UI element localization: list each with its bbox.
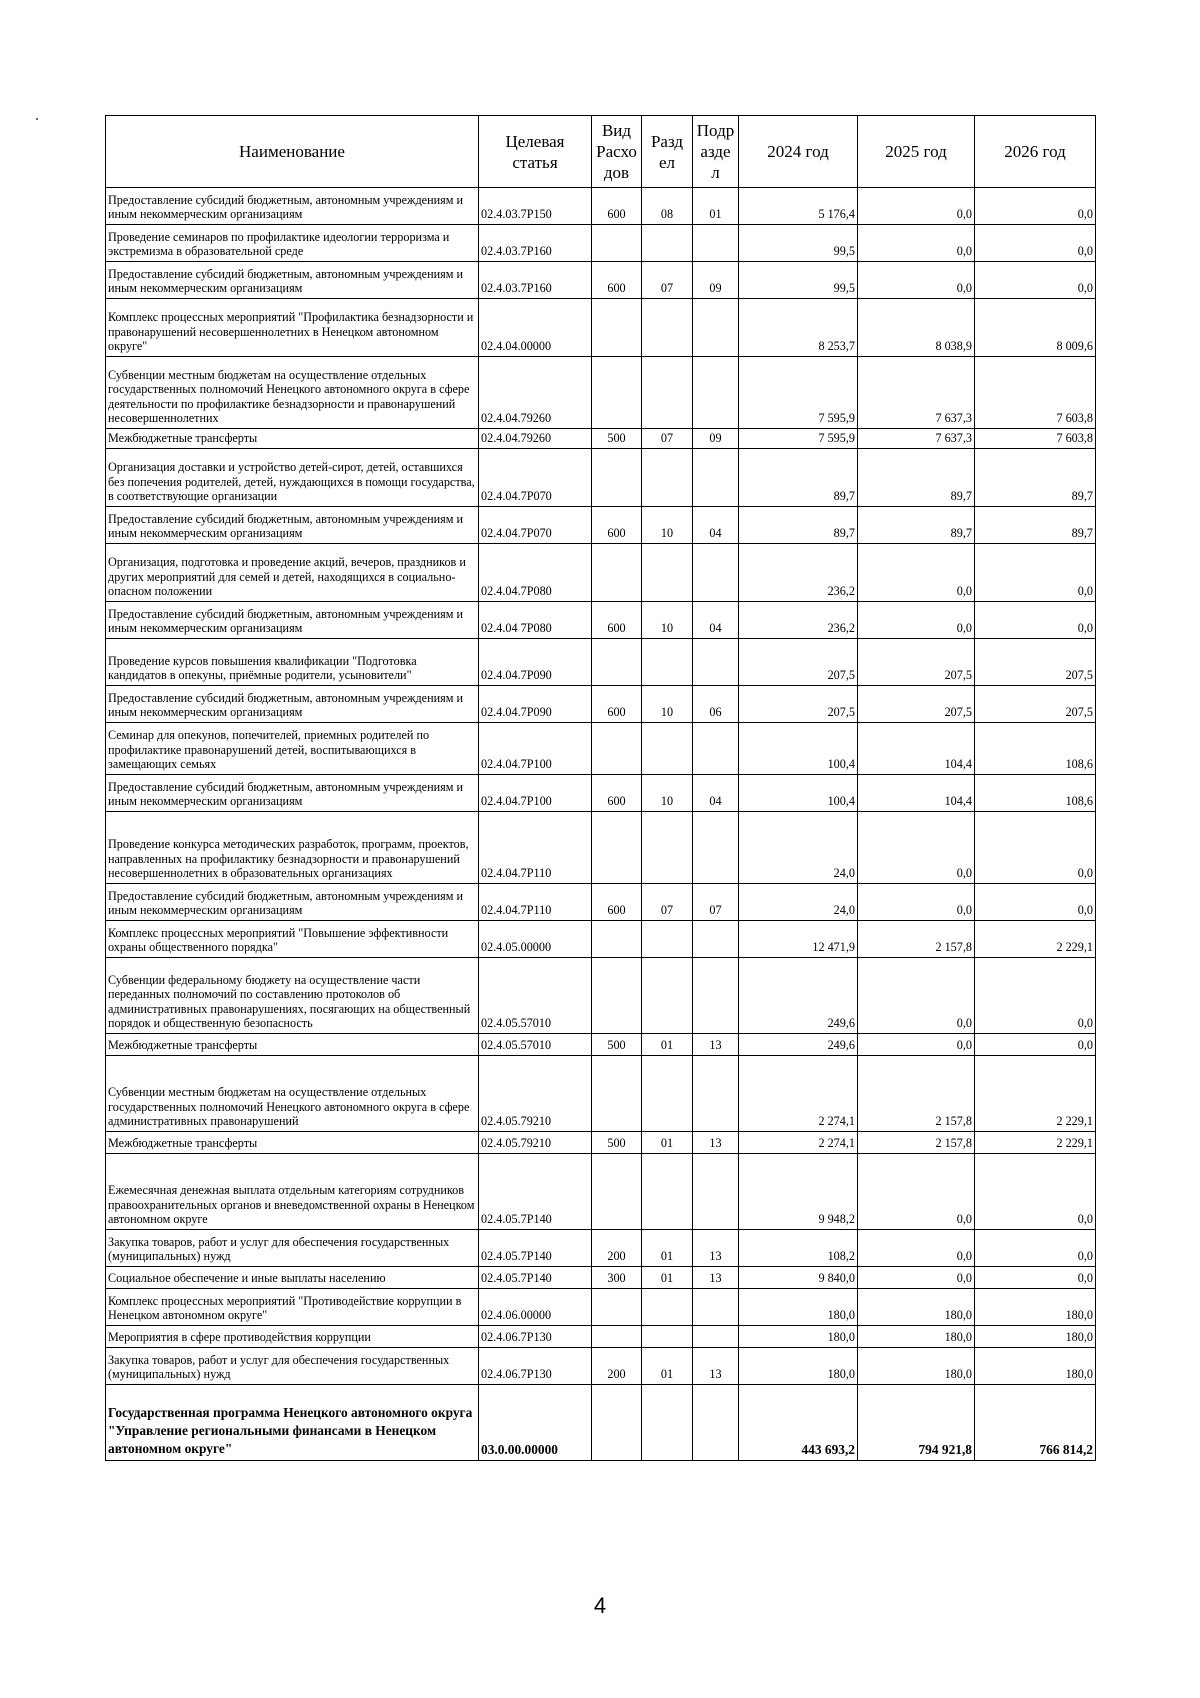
row-amount-2026: 180,0: [975, 1348, 1096, 1385]
row-subsection: [693, 544, 739, 602]
row-target-article: 02.4.05.57010: [479, 958, 592, 1034]
row-expense-type: [592, 449, 642, 507]
row-amount-2024: 207,5: [739, 686, 858, 723]
row-name: Государственная программа Ненецкого автономного округа "Управление региональными финансами в Ненецком автономном округе": [106, 1385, 479, 1461]
row-subsection: [693, 921, 739, 958]
row-amount-2025: 0,0: [858, 1230, 975, 1267]
row-amount-2025: 89,7: [858, 507, 975, 544]
row-amount-2024: 100,4: [739, 775, 858, 812]
row-section: 10: [642, 602, 693, 639]
row-subsection: [693, 357, 739, 429]
row-expense-type: 600: [592, 507, 642, 544]
row-section: [642, 1056, 693, 1132]
row-section: 10: [642, 507, 693, 544]
row-name: Организация, подготовка и проведение акций, вечеров, праздников и других мероприятий для семей и детей, находящихся в социально-опасном положении: [106, 544, 479, 602]
header-year-2026: 2026 год: [975, 116, 1096, 188]
row-amount-2024: 12 471,9: [739, 921, 858, 958]
table-row: [106, 958, 1096, 1034]
row-amount-2026: 180,0: [975, 1289, 1096, 1326]
row-amount-2025: 2 157,8: [858, 921, 975, 958]
row-section: 07: [642, 262, 693, 299]
row-amount-2026: 0,0: [975, 262, 1096, 299]
row-section: [642, 958, 693, 1034]
row-name: Предоставление субсидий бюджетным, автономным учреждениям и иным некоммерческим организациям: [106, 507, 479, 544]
row-section: [642, 357, 693, 429]
table-row: [106, 1326, 1096, 1348]
row-name: Предоставление субсидий бюджетным, автономным учреждениям и иным некоммерческим организациям: [106, 775, 479, 812]
row-target-article: 03.0.00.00000: [479, 1385, 592, 1461]
table-row: [106, 1385, 1096, 1461]
row-expense-type: 300: [592, 1267, 642, 1289]
row-amount-2024: 2 274,1: [739, 1056, 858, 1132]
row-amount-2024: 89,7: [739, 507, 858, 544]
row-amount-2024: 207,5: [739, 639, 858, 686]
row-subsection: 13: [693, 1132, 739, 1154]
row-amount-2026: 0,0: [975, 1154, 1096, 1230]
row-expense-type: [592, 1385, 642, 1461]
row-amount-2024: 100,4: [739, 723, 858, 775]
row-amount-2025: 794 921,8: [858, 1385, 975, 1461]
row-target-article: 02.4.04.7Р110: [479, 884, 592, 921]
table-row: [106, 1267, 1096, 1289]
row-subsection: [693, 299, 739, 357]
table-row: [106, 1230, 1096, 1267]
row-section: 01: [642, 1267, 693, 1289]
row-amount-2025: 207,5: [858, 686, 975, 723]
row-section: [642, 1326, 693, 1348]
row-amount-2026: 0,0: [975, 884, 1096, 921]
row-subsection: [693, 1154, 739, 1230]
row-target-article: 02.4.04.7Р100: [479, 775, 592, 812]
row-subsection: [693, 639, 739, 686]
row-amount-2025: 0,0: [858, 225, 975, 262]
row-amount-2026: 2 229,1: [975, 921, 1096, 958]
row-subsection: 13: [693, 1267, 739, 1289]
row-name: Межбюджетные трансферты: [106, 429, 479, 449]
row-name: Семинар для опекунов, попечителей, приемных родителей по профилактике правонарушений детей, воспитывающихся в замещающих семьях: [106, 723, 479, 775]
row-expense-type: 600: [592, 884, 642, 921]
row-subsection: 13: [693, 1230, 739, 1267]
row-subsection: 09: [693, 262, 739, 299]
row-target-article: 02.4.05.7Р140: [479, 1154, 592, 1230]
row-target-article: 02.4.06.7Р130: [479, 1326, 592, 1348]
header-year-2025: 2025 год: [858, 116, 975, 188]
row-target-article: 02.4.05.00000: [479, 921, 592, 958]
row-expense-type: [592, 225, 642, 262]
row-amount-2025: 0,0: [858, 1034, 975, 1056]
row-section: [642, 812, 693, 884]
row-expense-type: 600: [592, 602, 642, 639]
row-subsection: 09: [693, 429, 739, 449]
row-name: Предоставление субсидий бюджетным, автономным учреждениям и иным некоммерческим организациям: [106, 686, 479, 723]
row-amount-2026: 180,0: [975, 1326, 1096, 1348]
row-section: 10: [642, 686, 693, 723]
table-row: [106, 686, 1096, 723]
row-amount-2026: 0,0: [975, 188, 1096, 225]
row-section: 01: [642, 1230, 693, 1267]
row-subsection: [693, 1326, 739, 1348]
row-subsection: [693, 1385, 739, 1461]
row-amount-2025: 8 038,9: [858, 299, 975, 357]
table-row: [106, 1289, 1096, 1326]
row-section: [642, 299, 693, 357]
table-row: [106, 507, 1096, 544]
row-target-article: 02.4.05.79210: [479, 1132, 592, 1154]
header-section: Разд ел: [642, 116, 693, 188]
table-row: [106, 1056, 1096, 1132]
row-amount-2026: 207,5: [975, 686, 1096, 723]
row-subsection: 06: [693, 686, 739, 723]
row-name: Предоставление субсидий бюджетным, автономным учреждениям и иным некоммерческим организациям: [106, 188, 479, 225]
row-name: Проведение конкурса методических разработок, программ, проектов, направленных на профилактику безнадзорности и правонарушений несовершеннолетних в образовательных организациях: [106, 812, 479, 884]
row-name: Закупка товаров, работ и услуг для обеспечения государственных (муниципальных) нужд: [106, 1348, 479, 1385]
row-name: Закупка товаров, работ и услуг для обеспечения государственных (муниципальных) нужд: [106, 1230, 479, 1267]
row-expense-type: 600: [592, 686, 642, 723]
row-amount-2026: 108,6: [975, 723, 1096, 775]
row-subsection: [693, 723, 739, 775]
row-target-article: 02.4.04.00000: [479, 299, 592, 357]
table-row: [106, 602, 1096, 639]
row-amount-2024: 24,0: [739, 884, 858, 921]
row-amount-2024: 443 693,2: [739, 1385, 858, 1461]
row-amount-2026: 7 603,8: [975, 429, 1096, 449]
row-name: Субвенции федеральному бюджету на осуществление части переданных полномочий по составлению протоколов об административных правонарушениях, посягающих на общественный порядок и общественную безопасность: [106, 958, 479, 1034]
table-row: [106, 188, 1096, 225]
table-header-row: [106, 116, 1096, 188]
row-name: Предоставление субсидий бюджетным, автономным учреждениям и иным некоммерческим организациям: [106, 884, 479, 921]
row-amount-2025: 7 637,3: [858, 429, 975, 449]
row-subsection: [693, 1056, 739, 1132]
row-amount-2025: 207,5: [858, 639, 975, 686]
scan-speck: [36, 118, 38, 120]
row-expense-type: 500: [592, 429, 642, 449]
row-section: [642, 1289, 693, 1326]
row-expense-type: 500: [592, 1132, 642, 1154]
table-row: [106, 775, 1096, 812]
row-section: 07: [642, 429, 693, 449]
row-expense-type: [592, 544, 642, 602]
row-amount-2026: 0,0: [975, 544, 1096, 602]
row-expense-type: [592, 812, 642, 884]
row-expense-type: [592, 1056, 642, 1132]
header-subsection: Подр азде л: [693, 116, 739, 188]
row-section: [642, 1385, 693, 1461]
row-amount-2024: 180,0: [739, 1348, 858, 1385]
row-amount-2026: 0,0: [975, 812, 1096, 884]
row-name: Субвенции местным бюджетам на осуществление отдельных государственных полномочий Ненецкого автономного округа в сфере административных правонарушений: [106, 1056, 479, 1132]
row-expense-type: [592, 639, 642, 686]
row-amount-2025: 7 637,3: [858, 357, 975, 429]
row-section: [642, 544, 693, 602]
row-amount-2026: 0,0: [975, 958, 1096, 1034]
table-row: [106, 225, 1096, 262]
row-subsection: [693, 958, 739, 1034]
row-target-article: 02.4.03.7Р160: [479, 262, 592, 299]
row-target-article: 02.4.05.7Р140: [479, 1267, 592, 1289]
row-amount-2026: 2 229,1: [975, 1132, 1096, 1154]
row-target-article: 02.4.04.79260: [479, 357, 592, 429]
row-amount-2024: 180,0: [739, 1289, 858, 1326]
row-name: Организация доставки и устройство детей-сирот, детей, оставшихся без попечения родителей, детей, нуждающихся в помощи государства, в соответствующие организации: [106, 449, 479, 507]
row-amount-2024: 7 595,9: [739, 357, 858, 429]
row-section: 01: [642, 1132, 693, 1154]
row-amount-2025: 2 157,8: [858, 1056, 975, 1132]
row-target-article: 02.4.03.7Р160: [479, 225, 592, 262]
row-target-article: 02.4.04.7Р090: [479, 686, 592, 723]
row-target-article: 02.4.04.7Р070: [479, 507, 592, 544]
table-row: [106, 723, 1096, 775]
table-row: [106, 1034, 1096, 1056]
row-target-article: 02.4.04.7Р100: [479, 723, 592, 775]
row-name: Предоставление субсидий бюджетным, автономным учреждениям и иным некоммерческим организациям: [106, 602, 479, 639]
row-amount-2025: 104,4: [858, 775, 975, 812]
row-expense-type: [592, 1326, 642, 1348]
row-name: Комплекс процессных мероприятий "Профилактика безнадзорности и правонарушений несовершеннолетних в Ненецком автономном округе": [106, 299, 479, 357]
row-target-article: 02.4.05.57010: [479, 1034, 592, 1056]
table-row: [106, 639, 1096, 686]
row-amount-2026: 0,0: [975, 1034, 1096, 1056]
row-name: Предоставление субсидий бюджетным, автономным учреждениям и иным некоммерческим организациям: [106, 262, 479, 299]
row-amount-2024: 9 948,2: [739, 1154, 858, 1230]
row-expense-type: [592, 723, 642, 775]
table-row: [106, 1348, 1096, 1385]
row-amount-2025: 180,0: [858, 1348, 975, 1385]
row-subsection: [693, 225, 739, 262]
row-subsection: 04: [693, 602, 739, 639]
row-amount-2026: 2 229,1: [975, 1056, 1096, 1132]
row-amount-2025: 0,0: [858, 884, 975, 921]
row-amount-2025: 0,0: [858, 812, 975, 884]
row-subsection: 07: [693, 884, 739, 921]
header-year-2024: 2024 год: [739, 116, 858, 188]
row-target-article: 02.4.04.79260: [479, 429, 592, 449]
row-target-article: 02.4.04.7Р080: [479, 544, 592, 602]
row-expense-type: 200: [592, 1230, 642, 1267]
table-row: [106, 1154, 1096, 1230]
row-name: Проведение семинаров по профилактике идеологии терроризма и экстремизма в образовательной среде: [106, 225, 479, 262]
table-row: [106, 921, 1096, 958]
row-target-article: 02.4.06.7Р130: [479, 1348, 592, 1385]
row-amount-2026: 7 603,8: [975, 357, 1096, 429]
row-amount-2025: 0,0: [858, 1154, 975, 1230]
row-expense-type: [592, 1154, 642, 1230]
row-name: Межбюджетные трансферты: [106, 1132, 479, 1154]
row-amount-2026: 0,0: [975, 225, 1096, 262]
row-target-article: 02.4.05.7Р140: [479, 1230, 592, 1267]
row-name: Комплекс процессных мероприятий "Повышение эффективности охраны общественного порядка": [106, 921, 479, 958]
row-expense-type: [592, 299, 642, 357]
row-amount-2024: 99,5: [739, 262, 858, 299]
row-subsection: 04: [693, 507, 739, 544]
row-amount-2026: 0,0: [975, 602, 1096, 639]
row-target-article: 02.4.05.79210: [479, 1056, 592, 1132]
row-name: Межбюджетные трансферты: [106, 1034, 479, 1056]
row-expense-type: 600: [592, 262, 642, 299]
row-target-article: 02.4.04.7Р070: [479, 449, 592, 507]
row-amount-2025: 0,0: [858, 544, 975, 602]
header-name: Наименование: [106, 116, 479, 188]
row-section: 08: [642, 188, 693, 225]
row-expense-type: 600: [592, 775, 642, 812]
row-section: [642, 1154, 693, 1230]
row-expense-type: [592, 921, 642, 958]
table-row: [106, 357, 1096, 429]
row-name: Проведение курсов повышения квалификации "Подготовка кандидатов в опекуны, приёмные родители, усыновители": [106, 639, 479, 686]
row-section: 01: [642, 1348, 693, 1385]
row-section: [642, 225, 693, 262]
row-name: Ежемесячная денежная выплата отдельным категориям сотрудников правоохранительных органов и вневедомственной охраны в Ненецком автономном округе: [106, 1154, 479, 1230]
page-number: 4: [593, 1593, 607, 1618]
row-amount-2025: 180,0: [858, 1326, 975, 1348]
header-expense-type: Вид Расхо дов: [592, 116, 642, 188]
row-amount-2024: 8 253,7: [739, 299, 858, 357]
row-amount-2025: 2 157,8: [858, 1132, 975, 1154]
row-amount-2024: 180,0: [739, 1326, 858, 1348]
row-expense-type: 500: [592, 1034, 642, 1056]
row-amount-2026: 0,0: [975, 1267, 1096, 1289]
row-amount-2025: 104,4: [858, 723, 975, 775]
row-amount-2026: 207,5: [975, 639, 1096, 686]
row-subsection: 13: [693, 1034, 739, 1056]
row-section: [642, 639, 693, 686]
row-amount-2025: 0,0: [858, 958, 975, 1034]
row-name: Мероприятия в сфере противодействия коррупции: [106, 1326, 479, 1348]
table-row: [106, 449, 1096, 507]
table-row: [106, 262, 1096, 299]
row-subsection: [693, 812, 739, 884]
row-section: [642, 449, 693, 507]
table-row: [106, 544, 1096, 602]
row-target-article: 02.4.03.7Р150: [479, 188, 592, 225]
row-amount-2024: 236,2: [739, 602, 858, 639]
row-expense-type: [592, 357, 642, 429]
row-amount-2026: 8 009,6: [975, 299, 1096, 357]
table-row: [106, 1132, 1096, 1154]
budget-table: [105, 115, 1096, 1461]
row-amount-2025: 0,0: [858, 188, 975, 225]
row-expense-type: 200: [592, 1348, 642, 1385]
row-expense-type: 600: [592, 188, 642, 225]
row-subsection: [693, 449, 739, 507]
row-amount-2024: 89,7: [739, 449, 858, 507]
row-section: 01: [642, 1034, 693, 1056]
table-body: [106, 188, 1096, 1461]
row-amount-2026: 89,7: [975, 507, 1096, 544]
row-name: Субвенции местным бюджетам на осуществление отдельных государственных полномочий Ненецкого автономного округа в сфере деятельности по профилактике безнадзорности и правонарушений несовершеннолетних: [106, 357, 479, 429]
row-section: 07: [642, 884, 693, 921]
row-amount-2026: 766 814,2: [975, 1385, 1096, 1461]
row-amount-2024: 236,2: [739, 544, 858, 602]
row-amount-2025: 0,0: [858, 602, 975, 639]
row-amount-2026: 108,6: [975, 775, 1096, 812]
row-amount-2024: 7 595,9: [739, 429, 858, 449]
row-amount-2025: 180,0: [858, 1289, 975, 1326]
row-section: 10: [642, 775, 693, 812]
row-amount-2026: 0,0: [975, 1230, 1096, 1267]
row-amount-2024: 9 840,0: [739, 1267, 858, 1289]
table-row: [106, 812, 1096, 884]
row-name: Комплекс процессных мероприятий "Противодействие коррупции в Ненецком автономном округе": [106, 1289, 479, 1326]
row-section: [642, 921, 693, 958]
row-amount-2025: 89,7: [858, 449, 975, 507]
row-amount-2025: 0,0: [858, 262, 975, 299]
row-amount-2025: 0,0: [858, 1267, 975, 1289]
row-subsection: 01: [693, 188, 739, 225]
row-amount-2024: 5 176,4: [739, 188, 858, 225]
row-amount-2024: 24,0: [739, 812, 858, 884]
table-row: [106, 429, 1096, 449]
row-target-article: 02.4.04.7Р110: [479, 812, 592, 884]
header-target-article: Целевая статья: [479, 116, 592, 188]
row-section: [642, 723, 693, 775]
row-subsection: 13: [693, 1348, 739, 1385]
row-subsection: 04: [693, 775, 739, 812]
row-target-article: 02.4.04 7Р080: [479, 602, 592, 639]
row-name: Социальное обеспечение и иные выплаты населению: [106, 1267, 479, 1289]
row-expense-type: [592, 1289, 642, 1326]
row-amount-2024: 108,2: [739, 1230, 858, 1267]
table-row: [106, 884, 1096, 921]
row-amount-2024: 249,6: [739, 1034, 858, 1056]
row-target-article: 02.4.06.00000: [479, 1289, 592, 1326]
table-row: [106, 299, 1096, 357]
row-amount-2024: 249,6: [739, 958, 858, 1034]
row-target-article: 02.4.04.7Р090: [479, 639, 592, 686]
row-expense-type: [592, 958, 642, 1034]
row-amount-2024: 99,5: [739, 225, 858, 262]
row-subsection: [693, 1289, 739, 1326]
row-amount-2024: 2 274,1: [739, 1132, 858, 1154]
row-amount-2026: 89,7: [975, 449, 1096, 507]
